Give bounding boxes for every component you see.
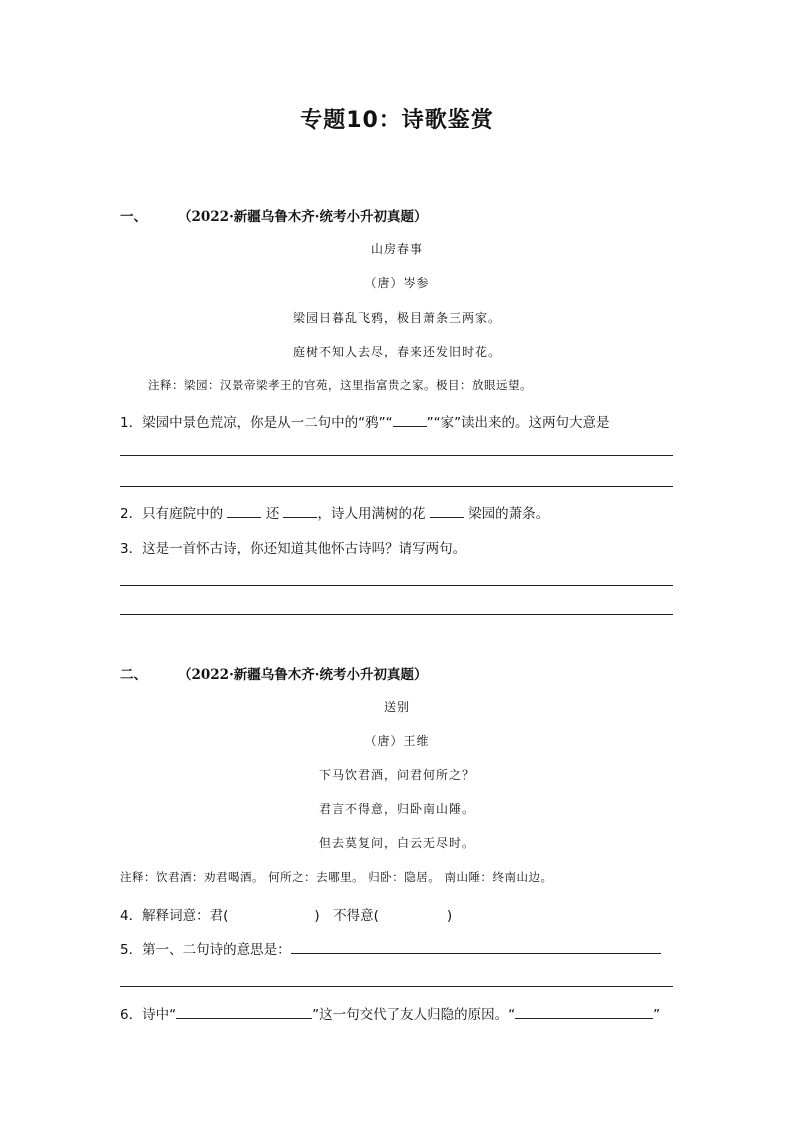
poem-2-line: 但去莫复问，白云无尽时。 <box>318 836 475 850</box>
poem-2-title: 送别 <box>383 700 410 714</box>
question-2-text: ，诗人用满树的花 <box>317 506 426 522</box>
section-2-number: 二、 <box>120 667 147 683</box>
question-2 <box>120 502 549 522</box>
answer-line[interactable] <box>120 486 673 487</box>
question-1-suffix: ”“家”读出来的。这两句大意是 <box>426 415 610 431</box>
question-5-blank[interactable] <box>291 939 661 954</box>
question-2-text: 还 <box>265 506 280 522</box>
answer-line[interactable] <box>120 986 673 987</box>
question-2-text: 2．只有庭院中的 <box>120 506 224 522</box>
poem-2-author: （唐）王维 <box>364 734 430 748</box>
question-6-blank[interactable] <box>515 1004 653 1019</box>
poem-1-line: 梁园日暮乱飞鸦，极目萧条三两家。 <box>292 311 501 325</box>
poem-2-line: 君言不得意，归卧南山陲。 <box>318 802 475 816</box>
question-4-text: ) 不得意( <box>314 908 379 924</box>
section-1-number: 一、 <box>120 209 147 225</box>
section-1-source: （2022·新疆乌鲁木齐·统考小升初真题） <box>178 209 428 225</box>
poem-1-line: 庭树不知人去尽，春来还发旧时花。 <box>292 345 501 359</box>
section-2-source: （2022·新疆乌鲁木齐·统考小升初真题） <box>178 667 428 683</box>
answer-line[interactable] <box>120 585 673 586</box>
poem-2-note: 注释：饮君酒：劝君喝酒。 何所之：去哪里。 归卧：隐居。 南山陲：终南山边。 <box>120 870 553 884</box>
question-1-blank[interactable] <box>393 412 427 427</box>
question-2-text: 梁园的萧条。 <box>468 506 550 522</box>
answer-line[interactable] <box>120 455 673 456</box>
answer-line[interactable] <box>120 614 673 615</box>
question-2-blank[interactable] <box>283 503 317 518</box>
question-2-blank[interactable] <box>227 503 261 518</box>
question-5-text: 5．第一、二句诗的意思是： <box>120 942 291 958</box>
section-1-header <box>120 205 427 225</box>
question-2-blank[interactable] <box>430 503 464 518</box>
poem-1-note: 注释：梁园：汉景帝梁孝王的官苑，这里指富贵之家。极目：放眼远望。 <box>148 378 532 392</box>
question-6 <box>120 1003 660 1023</box>
poem-1-author: （唐）岑参 <box>364 276 430 290</box>
question-6-text: ”这一句交代了友人归隐的原因。“ <box>312 1007 516 1023</box>
question-5 <box>120 938 661 958</box>
question-1 <box>120 411 610 431</box>
question-1-prefix: 1．梁园中景色荒凉，你是从一二句中的“鸦”“ <box>120 415 393 431</box>
page-title: 专题10：诗歌鉴赏 <box>300 108 494 133</box>
question-6-text: 6．诗中“ <box>120 1007 177 1023</box>
section-2-header <box>120 663 427 683</box>
poem-1-title: 山房春事 <box>370 242 423 256</box>
question-6-blank[interactable] <box>176 1004 312 1019</box>
question-4-text: 4．解释词意：君( <box>120 908 229 924</box>
question-4-text: ) <box>446 908 453 924</box>
poem-2-line: 下马饮君酒，问君何所之？ <box>318 768 475 782</box>
question-6-text: ” <box>653 1007 661 1023</box>
question-4 <box>120 904 452 924</box>
question-3: 3．这是一首怀古诗，你还知道其他怀古诗吗？请写两句。 <box>120 541 467 557</box>
